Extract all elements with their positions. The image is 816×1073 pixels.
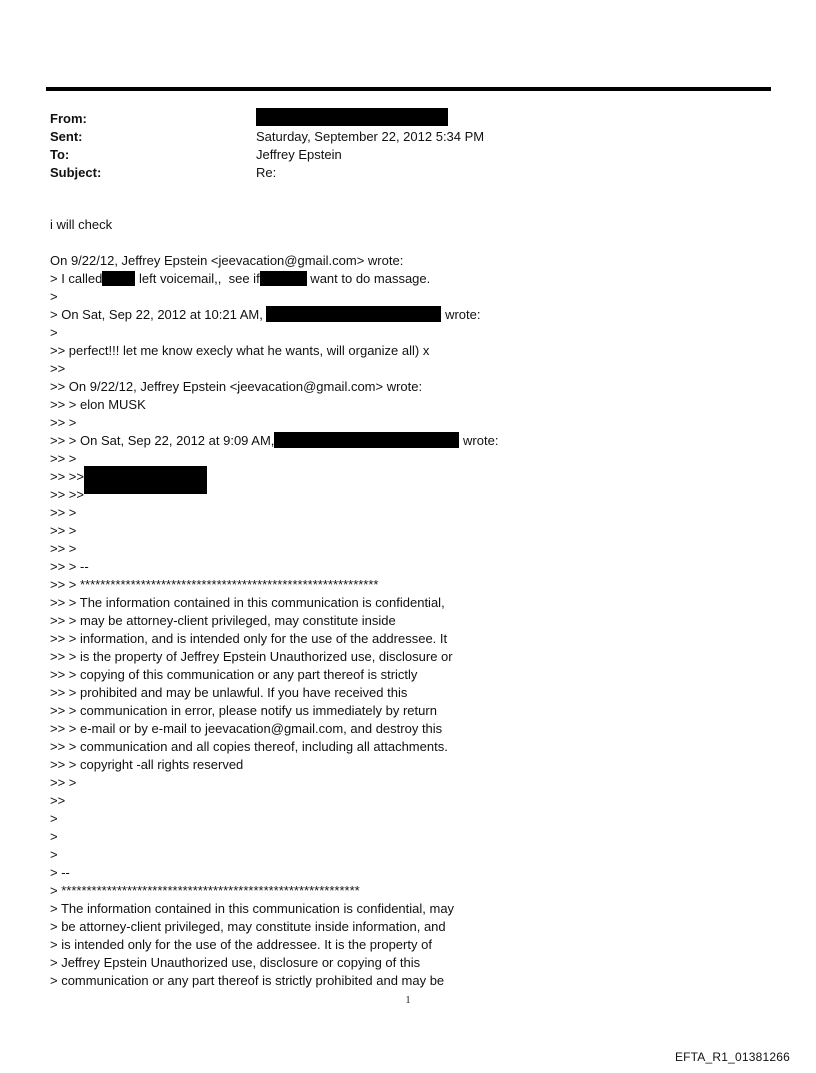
quote-line xyxy=(50,270,770,288)
quote-line: >> perfect!!! let me know execly what he wants, will organize all) x xyxy=(50,343,430,358)
quote-line: > xyxy=(50,847,58,862)
quote-line: >> > communication in error, please notify us immediately by return xyxy=(50,703,437,718)
quote-line: > is intended only for the use of the addressee. It is the property of xyxy=(50,937,432,952)
quote-line: >> >> xyxy=(50,487,84,502)
quote-line: >> > *********************************************************** xyxy=(50,577,379,592)
redaction-box xyxy=(256,108,448,126)
redaction-box xyxy=(102,271,135,286)
to-label: To: xyxy=(50,147,70,162)
quote-segment: >> > On Sat, Sep 22, 2012 at 9:09 AM, xyxy=(50,433,275,448)
quote-line: > Jeffrey Epstein Unauthorized use, disclosure or copying of this xyxy=(50,955,421,970)
email-header xyxy=(50,110,750,182)
quote-line: > xyxy=(50,289,58,304)
from-label: From: xyxy=(50,111,87,126)
quote-line: > xyxy=(50,811,58,826)
quote-segment: want to do massage. xyxy=(306,271,431,286)
from-row xyxy=(50,110,750,128)
quote-line: > be attorney-client privileged, may constitute inside information, and xyxy=(50,919,446,934)
redaction-box xyxy=(84,466,207,494)
subject-label: Subject: xyxy=(50,165,102,180)
quote-line: > xyxy=(50,325,58,340)
quote-line: >> > is the property of Jeffrey Epstein Unauthorized use, disclosure or xyxy=(50,649,453,664)
quote-line: >> xyxy=(50,793,66,808)
quote-line: >> > copying of this communication or any part thereof is strictly xyxy=(50,667,418,682)
quote-line: > communication or any part thereof is strictly prohibited and may be xyxy=(50,973,445,988)
sent-row xyxy=(50,128,750,146)
header-divider xyxy=(46,87,771,91)
bates-number: EFTA_R1_01381266 xyxy=(674,1050,790,1064)
quote-line: >> > xyxy=(50,415,77,430)
subject-value: Re: xyxy=(256,165,277,180)
redaction-box xyxy=(266,306,441,322)
sent-label: Sent: xyxy=(50,129,83,144)
redaction-box xyxy=(274,432,459,448)
quote-line: >> > communication and all copies thereof, including all attachments. xyxy=(50,739,448,754)
quote-line: >> > prohibited and may be unlawful. If you have received this xyxy=(50,685,408,700)
page-number: 1 xyxy=(405,995,411,1006)
quote-line: >> > xyxy=(50,523,77,538)
quote-line: >> > xyxy=(50,505,77,520)
redaction-box xyxy=(260,271,307,286)
quote-line: >> > xyxy=(50,541,77,556)
quote-line: >> xyxy=(50,361,66,376)
to-row xyxy=(50,146,750,164)
quote-line xyxy=(50,468,770,486)
quote-segment: > I called xyxy=(50,271,103,286)
quote-line: On 9/22/12, Jeffrey Epstein <jeevacation@gmail.com> wrote: xyxy=(50,253,404,268)
reply-text: i will check xyxy=(50,217,113,232)
subject-row xyxy=(50,164,750,182)
quote-line: > -- xyxy=(50,865,70,880)
quote-line: >> > xyxy=(50,451,77,466)
quote-segment: > On Sat, Sep 22, 2012 at 10:21 AM, xyxy=(50,307,267,322)
quote-line: >> > e-mail or by e-mail to jeevacation@gmail.com, and destroy this xyxy=(50,721,443,736)
quote-segment: wrote: xyxy=(459,433,499,448)
quote-line: >> On 9/22/12, Jeffrey Epstein <jeevacation@gmail.com> wrote: xyxy=(50,379,423,394)
quote-line: >> > copyright -all rights reserved xyxy=(50,757,244,772)
email-body xyxy=(50,216,770,990)
blank-line xyxy=(50,234,770,252)
quote-line: >> > -- xyxy=(50,559,89,574)
quote-segment: >> >> xyxy=(50,469,84,484)
quote-line: > xyxy=(50,829,58,844)
quote-line: >> > information, and is intended only for the use of the addressee. It xyxy=(50,631,448,646)
quote-line: >> > may be attorney-client privileged, may constitute inside xyxy=(50,613,396,628)
to-value: Jeffrey Epstein xyxy=(256,147,342,162)
quote-line xyxy=(50,432,770,450)
quote-line: >> > The information contained in this communication is confidential, xyxy=(50,595,445,610)
quote-line: > *********************************************************** xyxy=(50,883,360,898)
quote-line: >> > xyxy=(50,775,77,790)
sent-value: Saturday, September 22, 2012 5:34 PM xyxy=(256,129,485,144)
quote-segment: left voicemail,, see if xyxy=(135,271,260,286)
quote-segment: wrote: xyxy=(441,307,481,322)
quote-line: >> > elon MUSK xyxy=(50,397,146,412)
from-value xyxy=(256,110,750,128)
quote-line xyxy=(50,306,770,324)
quote-line: > The information contained in this communication is confidential, may xyxy=(50,901,455,916)
